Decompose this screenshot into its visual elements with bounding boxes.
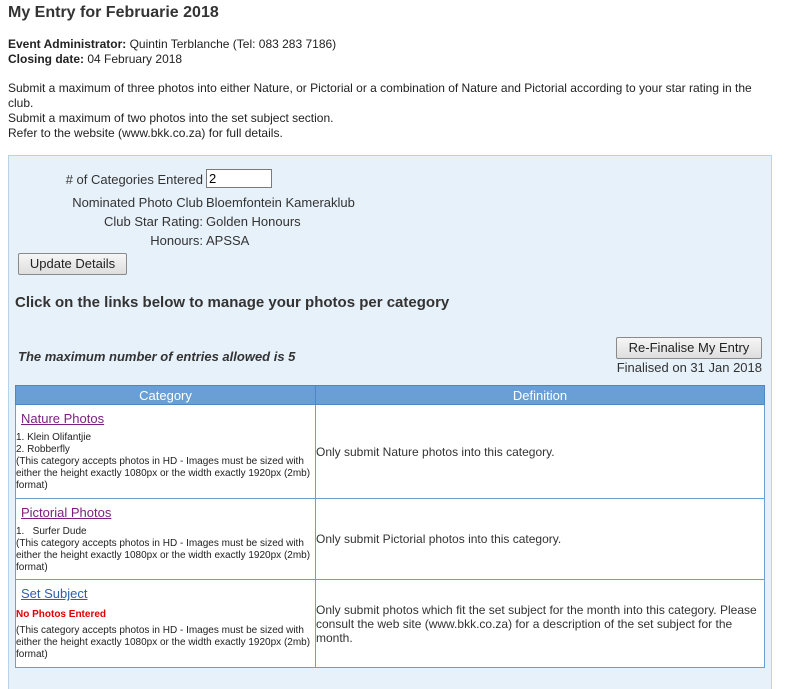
- club-value: Bloemfontein Kameraklub: [206, 195, 355, 210]
- definition-cell: Only submit Nature photos into this category.: [316, 405, 765, 499]
- definition-column-header: Definition: [316, 386, 765, 405]
- closing-date-value: 04 February 2018: [87, 52, 183, 66]
- admin-value: Quintin Terblanche (Tel: 083 283 7186): [129, 37, 337, 51]
- star-rating-value: Golden Honours: [206, 214, 301, 229]
- table-row: [16, 405, 765, 499]
- closing-date-label: Closing date:: [8, 52, 85, 66]
- categories-input[interactable]: [206, 169, 272, 188]
- definition-cell: Only submit photos which fit the set subject for the month into this category. Please consult the web site (www.bkk.co.za) for a description of the set subject for the month.: [316, 580, 765, 668]
- photo-item: 1. Klein Olifantjie: [16, 432, 92, 443]
- photo-item: 1. Surfer Dude: [16, 525, 87, 537]
- entry-panel: [8, 155, 772, 689]
- nature-photos-link[interactable]: Nature Photos: [21, 411, 105, 426]
- intro-line: Refer to the website (www.bkk.co.za) for full details.: [8, 126, 283, 140]
- admin-label: Event Administrator:: [8, 37, 127, 51]
- finalised-date: Finalised on 31 Jan 2018: [616, 360, 762, 375]
- definition-cell: Only submit Pictorial photos into this category.: [316, 499, 765, 580]
- intro-line: Submit a maximum of two photos into the set subject section.: [8, 111, 334, 125]
- star-rating-label: Club Star Rating:: [104, 214, 203, 229]
- categories-row: [9, 172, 203, 187]
- admin-info: [8, 37, 336, 67]
- photo-item: 2. Robberfly: [16, 444, 70, 455]
- pictorial-photos-link[interactable]: Pictorial Photos: [21, 504, 112, 520]
- category-cell: [16, 499, 316, 580]
- table-row: [16, 499, 765, 580]
- manage-heading: Click on the links below to manage your photos per category: [15, 294, 450, 311]
- set-subject-link[interactable]: Set Subject: [21, 586, 88, 601]
- honours-row: [9, 233, 249, 248]
- update-details-button[interactable]: Update Details: [18, 253, 127, 275]
- max-entries-note: The maximum number of entries allowed is 5: [18, 349, 296, 364]
- category-cell: [16, 405, 316, 499]
- table-row: [16, 580, 765, 668]
- no-photos-status: No Photos Entered: [16, 609, 107, 620]
- hd-format-note: (This category accepts photos in HD - Images must be sized with either the height exactly 1080px or the width exactly 1920px (2mb) format): [16, 625, 311, 660]
- honours-value: APSSA: [206, 233, 250, 248]
- table-header-row: [16, 386, 765, 405]
- club-label: Nominated Photo Club: [72, 195, 203, 210]
- intro-text: [8, 81, 768, 141]
- categories-table: [15, 385, 765, 668]
- star-rating-row: [9, 214, 301, 229]
- category-column-header: Category: [16, 386, 316, 405]
- page-title: My Entry for Februarie 2018: [8, 4, 219, 21]
- hd-format-note: (This category accepts photos in HD - Images must be sized with either the height exactly 1080px or the width exactly 1920px (2mb) format): [16, 537, 311, 573]
- hd-format-note: (This category accepts photos in HD - Images must be sized with either the height exactly 1080px or the width exactly 1920px (2mb) format): [16, 456, 311, 491]
- categories-label: # of Categories Entered: [65, 172, 203, 187]
- club-row: [9, 195, 355, 210]
- intro-line: Submit a maximum of three photos into either Nature, or Pictorial or a combination of Nature and Pictorial according to your star rating in the club.: [8, 81, 752, 110]
- category-cell: [16, 580, 316, 668]
- refinalise-entry-button[interactable]: Re-Finalise My Entry: [616, 337, 762, 359]
- honours-label: Honours:: [150, 233, 203, 248]
